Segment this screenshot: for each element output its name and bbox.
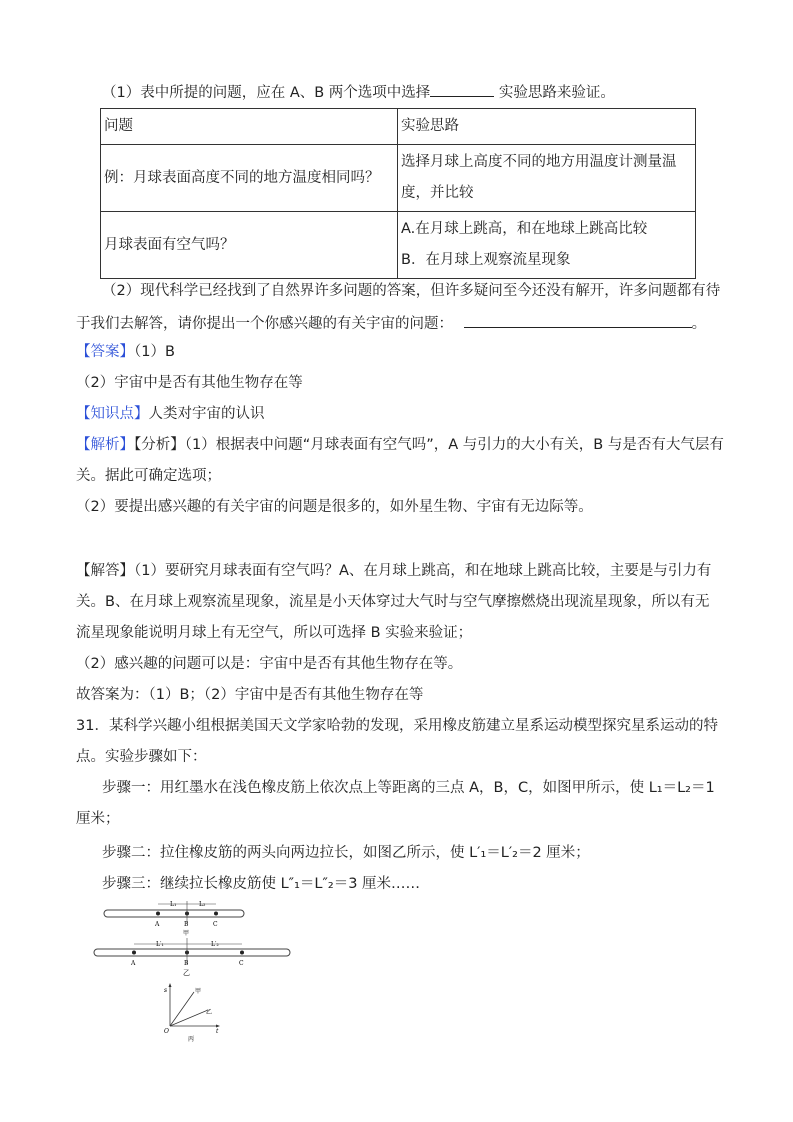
- question-2-line-2: 于我们去解答，请你提出一个你感兴趣的有关宇宙的问题： 。: [76, 311, 717, 334]
- knowledge-tag: 【知识点】: [76, 406, 149, 422]
- answer-blank-1: [430, 80, 494, 97]
- solution-line-4: （2）感兴趣的问题可以是：宇宙中是否有其他生物存在等。: [76, 656, 463, 672]
- point-a: [132, 951, 136, 955]
- analysis-tag: 【解析】: [76, 437, 134, 453]
- svg-text:s: s: [164, 987, 168, 994]
- question-2-line-1: （2）现代科学已经找到了自然界许多问题的答案，但许多疑问至今还没有解开，许多问题都有待: [102, 283, 721, 299]
- svg-text:甲: 甲: [195, 988, 202, 995]
- point-c: [214, 912, 218, 916]
- svg-text:B: B: [184, 921, 189, 928]
- svg-text:C: C: [213, 921, 218, 928]
- svg-text:B: B: [184, 960, 189, 967]
- solution-line-2: 关。B、在月球上观察流星现象，流星是小天体穿过大气时与空气摩擦燃烧出现流星现象，所以有无: [76, 594, 710, 610]
- label-l2-prime: L′₂: [211, 941, 219, 948]
- analysis-line-3: （2）要提出感兴趣的有关宇宙的问题是很多的，如外星生物、宇宙有无边际等。: [76, 499, 593, 515]
- q31-step-1: 步骤一：用红墨水在浅色橡皮筋上依次点上等距离的三点 A，B，C，如图甲所示，使 L₁＝L₂＝1: [102, 780, 715, 796]
- table-cell-idea: 选择月球上高度不同的地方用温度计测量温 度，并比较: [398, 145, 696, 212]
- solution-line-5: 故答案为：（1）B；（2）宇宙中是否有其他生物存在等: [76, 687, 424, 703]
- table-header-row: [101, 109, 696, 145]
- svg-text:O: O: [164, 1028, 169, 1035]
- solution-line-1: 【解答】（1）要研究月球表面有空气吗？A、在月球上跳高，和在地球上跳高比较，主要是与引力有: [76, 563, 712, 579]
- table-cell-question: 月球表面有空气吗？: [101, 212, 398, 279]
- answer-blank-2: [464, 311, 692, 328]
- label-l1: L₁: [170, 901, 177, 908]
- q31-step-2: 步骤二：拉住橡皮筋的两头向两边拉长，如图乙所示，使 L′₁＝L′₂＝2 厘米；: [102, 845, 590, 861]
- label-yi: 乙: [183, 969, 190, 977]
- q31-line-2: 点。实验步骤如下：: [76, 749, 207, 765]
- rubber-band-jia: [104, 910, 244, 917]
- q31-step-3: 步骤三：继续拉长橡皮筋使 L″₁＝L″₂＝3 厘米……: [102, 876, 421, 892]
- point-c: [240, 951, 244, 955]
- label-l1-prime: L′₁: [156, 941, 164, 948]
- svg-text:乙: 乙: [206, 1009, 213, 1016]
- svg-text:A: A: [131, 960, 136, 967]
- answer-tag: 【答案】: [76, 344, 134, 360]
- rubber-band-figure: [90, 900, 300, 1080]
- analysis-line-2: 关。据此可确定选项；: [76, 468, 221, 484]
- table-row: [101, 145, 696, 212]
- q31-step-1-cont: 厘米；: [76, 811, 120, 827]
- solution-line-3: 流星现象能说明月球上有无空气，所以可选择 B 实验来验证；: [76, 625, 473, 641]
- table-header-question: 问题: [101, 109, 398, 145]
- knowledge-point: 【知识点】人类对宇宙的认识: [76, 406, 265, 422]
- table-row: [101, 212, 696, 279]
- question-table: [100, 108, 696, 279]
- analysis-line-1: 【解析】【分析】（1）根据表中问题“月球表面有空气吗”，A 与引力的大小有关，B 与是否有大气层有: [76, 437, 724, 453]
- table-cell-idea: A.在月球上跳高，和在地球上跳高比较 B．在月球上观察流星现象: [398, 212, 696, 279]
- svg-text:A: A: [155, 921, 160, 928]
- label-bing: 丙: [188, 1036, 195, 1043]
- q31-line-1: 31．某科学兴趣小组根据美国天文学家哈勃的发现，采用橡皮筋建立星系运动模型探究星系运动的特: [76, 718, 718, 734]
- label-l2: L₂: [199, 901, 206, 908]
- label-jia: 甲: [183, 930, 190, 937]
- table-header-idea: 实验思路: [398, 109, 696, 145]
- rubber-band-yi: [94, 949, 290, 956]
- question-1: （1）表中所提的问题，应在 A、B 两个选项中选择 实验思路来验证。: [76, 80, 717, 103]
- svg-text:t: t: [216, 1028, 219, 1035]
- answer-line-2: （2）宇宙中是否有其他生物存在等: [76, 375, 303, 391]
- point-a: [156, 912, 160, 916]
- table-cell-question: 例：月球表面高度不同的地方温度相同吗？: [101, 145, 398, 212]
- answer-line-1: 【答案】（1）B: [76, 344, 175, 360]
- svg-text:C: C: [239, 960, 244, 967]
